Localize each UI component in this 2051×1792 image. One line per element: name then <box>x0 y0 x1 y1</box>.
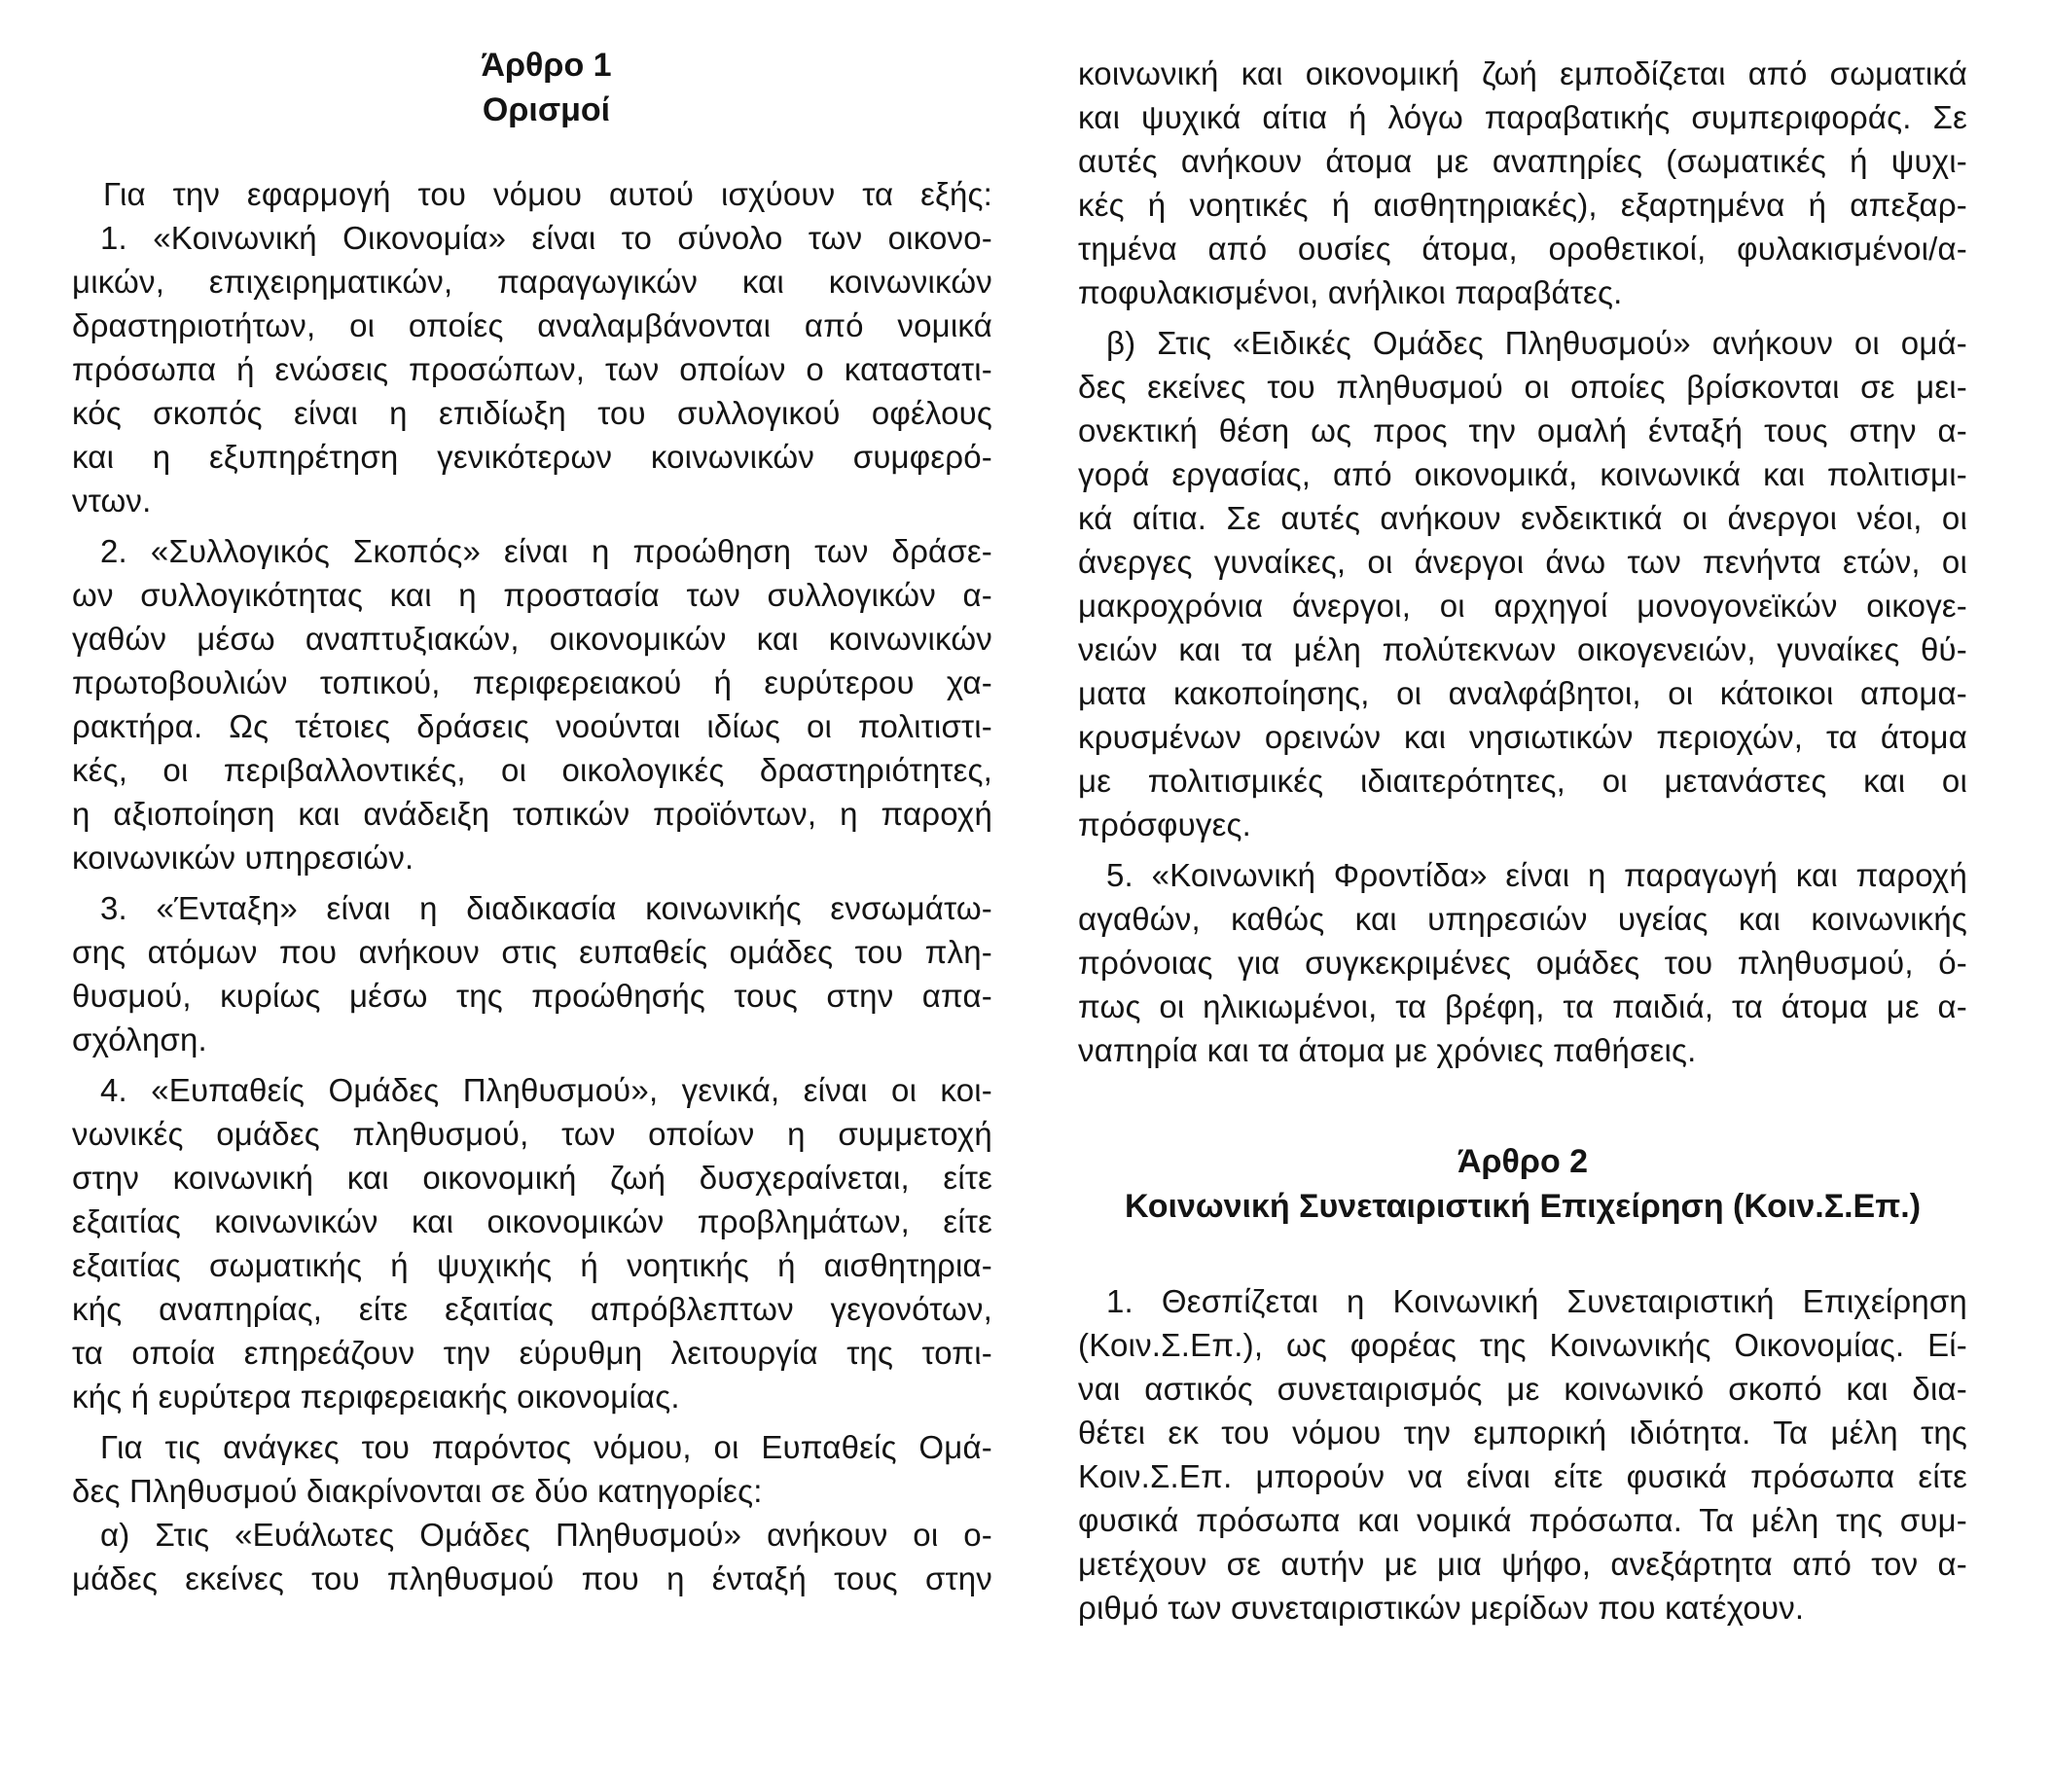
article-1-subtitle: Ορισμοί <box>482 91 611 128</box>
text-line: τημένα από ουσίες άτομα, οροθετικοί, φυλακισμένοι/α- <box>1078 231 1967 267</box>
article-2-subtitle: Κοινωνική Συνεταιριστική Επιχείρηση (Κοιν.Σ.Επ.) <box>1124 1188 1922 1225</box>
text-line: ριθμό των συνεταιριστικών μερίδων που κατέχουν. <box>1078 1590 1805 1626</box>
text-line: κοινωνικών υπηρεσιών. <box>72 840 414 876</box>
text-line: νωνικές ομάδες πληθυσμού, των οποίων η συμμετοχή <box>72 1116 992 1152</box>
text-line: σης ατόμων που ανήκουν στις ευπαθείς ομάδες του πλη- <box>72 934 992 970</box>
text-line: 1. «Κοινωνική Οικονομία» είναι το σύνολο των οικονο- <box>100 220 992 256</box>
text-line: κός σκοπός είναι η επιδίωξη του συλλογικού οφέλους <box>72 395 992 431</box>
text-line: 4. «Ευπαθείς Ομάδες Πληθυσμού», γενικά, είναι οι κοι- <box>100 1072 992 1108</box>
text-line: Για την εφαρμογή του νόμου αυτού ισχύουν τα εξής: <box>103 176 992 212</box>
text-line: ποφυλακισμένοι, ανήλικοι παραβάτες. <box>1078 274 1623 310</box>
text-line: φυσικά πρόσωπα και νομικά πρόσωπα. Τα μέλη της συμ- <box>1078 1502 1967 1538</box>
text-line: κρυσμένων ορεινών και νησιωτικών περιοχών, τα άτομα <box>1078 719 1967 755</box>
text-line: πρόσφυγες. <box>1078 806 1251 842</box>
text-line: 1. Θεσπίζεται η Κοινωνική Συνεταιριστική Επιχείρηση <box>1106 1283 1967 1319</box>
text-line: κές ή νοητικές ή αισθητηριακές), εξαρτημένα ή απεξαρ- <box>1078 187 1967 223</box>
text-line: μάδες εκείνες του πληθυσμού που η ένταξή τους στην <box>72 1560 992 1596</box>
text-line: ναπηρία και τα άτομα με χρόνιες παθήσεις. <box>1078 1032 1697 1068</box>
text-line: πρόνοιας για συγκεκριμένες ομάδες του πληθυσμού, ό- <box>1078 945 1967 981</box>
text-line: μικών, επιχειρηματικών, παραγωγικών και κοινωνικών <box>72 264 992 300</box>
text-line: δες εκείνες του πληθυσμού οι οποίες βρίσκονται σε μει- <box>1078 369 1967 405</box>
text-line: αυτές ανήκουν άτομα με αναπηρίες (σωματικές ή ψυχι- <box>1078 143 1967 179</box>
text-line: πρωτοβουλιών τοπικού, περιφερειακού ή ευρύτερου χα- <box>72 664 992 700</box>
text-line: με πολιτισμικές ιδιαιτερότητες, οι μετανάστες και οι <box>1078 763 1967 799</box>
text-line: εξαιτίας σωματικής ή ψυχικής ή νοητικής ή αισθητηρια- <box>72 1247 992 1283</box>
text-line: κές, οι περιβαλλοντικές, οι οικολογικές δραστηριότητες, <box>72 752 992 788</box>
text-line: πρόσωπα ή ενώσεις προσώπων, των οποίων ο καταστατι- <box>72 351 992 387</box>
text-line: ονεκτική θέση ως προς την ομαλή ένταξή τους στην α- <box>1078 412 1967 448</box>
text-line: και η εξυπηρέτηση γενικότερων κοινωνικών συμφερό- <box>72 439 992 475</box>
text-line: νειών και τα μέλη πολύτεκνων οικογενειών, γυναίκες θύ- <box>1078 631 1967 667</box>
text-line: ρακτήρα. Ως τέτοιες δράσεις νοούνται ιδίως οι πολιτιστι- <box>72 708 992 744</box>
text-line: τα οποία επηρεάζουν την εύρυθμη λειτουργία της τοπι- <box>72 1335 992 1371</box>
text-line: μακροχρόνια άνεργοι, οι αρχηγοί μονογονεϊκών οικογε- <box>1078 588 1967 624</box>
article-2-title: Άρθρο 2 <box>1457 1143 1589 1180</box>
text-line: δες Πληθυσμού διακρίνονται σε δύο κατηγορίες: <box>72 1473 763 1509</box>
text-line: κής ή ευρύτερα περιφερειακής οικονομίας. <box>72 1379 680 1415</box>
text-line: Κοιν.Σ.Επ. μπορούν να είναι είτε φυσικά πρόσωπα είτε <box>1078 1458 1967 1494</box>
text-line: ματα κακοποίησης, οι αναλφάβητοι, οι κάτοικοι απομα- <box>1078 675 1967 711</box>
text-line: αγαθών, καθώς και υπηρεσιών υγείας και κοινωνικής <box>1078 901 1967 937</box>
text-line: κοινωνική και οικονομική ζωή εμποδίζεται από σωματικά <box>1078 55 1967 91</box>
text-line: κά αίτια. Σε αυτές ανήκουν ενδεικτικά οι άνεργοι νέοι, οι <box>1078 500 1967 536</box>
text-line: κής αναπηρίας, είτε εξαιτίας απρόβλεπτων γεγονότων, <box>72 1291 992 1327</box>
text-line: β) Στις «Ειδικές Ομάδες Πληθυσμού» ανήκουν οι ομά- <box>1106 325 1967 361</box>
text-line: θέτει εκ του νόμου την εμπορική ιδιότητα. Τα μέλη της <box>1078 1415 1967 1451</box>
text-line: γαθών μέσω αναπτυξιακών, οικονομικών και κοινωνικών <box>72 621 992 657</box>
article-1-title: Άρθρο 1 <box>481 47 612 84</box>
text-line: 3. «Ένταξη» είναι η διαδικασία κοινωνικής ενσωμάτω- <box>100 890 992 926</box>
text-line: στην κοινωνική και οικονομική ζωή δυσχεραίνεται, είτε <box>72 1160 992 1196</box>
text-line: και ψυχικά αίτια ή λόγω παραβατικής συμπεριφοράς. Σε <box>1078 99 1967 135</box>
text-line: ων συλλογικότητας και η προστασία των συλλογικών α- <box>72 577 992 613</box>
text-line: δραστηριοτήτων, οι οποίες αναλαμβάνονται από νομικά <box>72 307 992 343</box>
text-line: θυσμού, κυρίως μέσω της προώθησής τους στην απα- <box>72 978 992 1014</box>
text-line: 5. «Κοινωνική Φροντίδα» είναι η παραγωγή και παροχή <box>1106 857 1967 893</box>
text-line: 2. «Συλλογικός Σκοπός» είναι η προώθηση των δράσε- <box>100 533 992 569</box>
text-line: γορά εργασίας, από οικονομικά, κοινωνικά και πολιτισμι- <box>1078 456 1967 492</box>
text-line: μετέχουν σε αυτήν με μια ψήφο, ανεξάρτητα από τον α- <box>1078 1546 1967 1582</box>
text-line: ντων. <box>72 483 152 519</box>
text-line: α) Στις «Ευάλωτες Ομάδες Πληθυσμού» ανήκουν οι ο- <box>100 1517 992 1553</box>
text-line: (Κοιν.Σ.Επ.), ως φορέας της Κοινωνικής Οικονομίας. Εί- <box>1078 1327 1967 1363</box>
text-line: η αξιοποίηση και ανάδειξη τοπικών προϊόντων, η παροχή <box>72 796 992 832</box>
text-line: Για τις ανάγκες του παρόντος νόμου, οι Ευπαθείς Ομά- <box>100 1429 992 1465</box>
text-line: άνεργες γυναίκες, οι άνεργοι άνω των πενήντα ετών, οι <box>1078 544 1967 580</box>
text-line: πως οι ηλικιωμένοι, τα βρέφη, τα παιδιά, τα άτομα με α- <box>1078 988 1967 1024</box>
text-line: εξαιτίας κοινωνικών και οικονομικών προβλημάτων, είτε <box>72 1203 992 1239</box>
text-line: σχόληση. <box>72 1021 207 1057</box>
text-line: ναι αστικός συνεταιρισμός με κοινωνικό σκοπό και δια- <box>1078 1371 1967 1407</box>
